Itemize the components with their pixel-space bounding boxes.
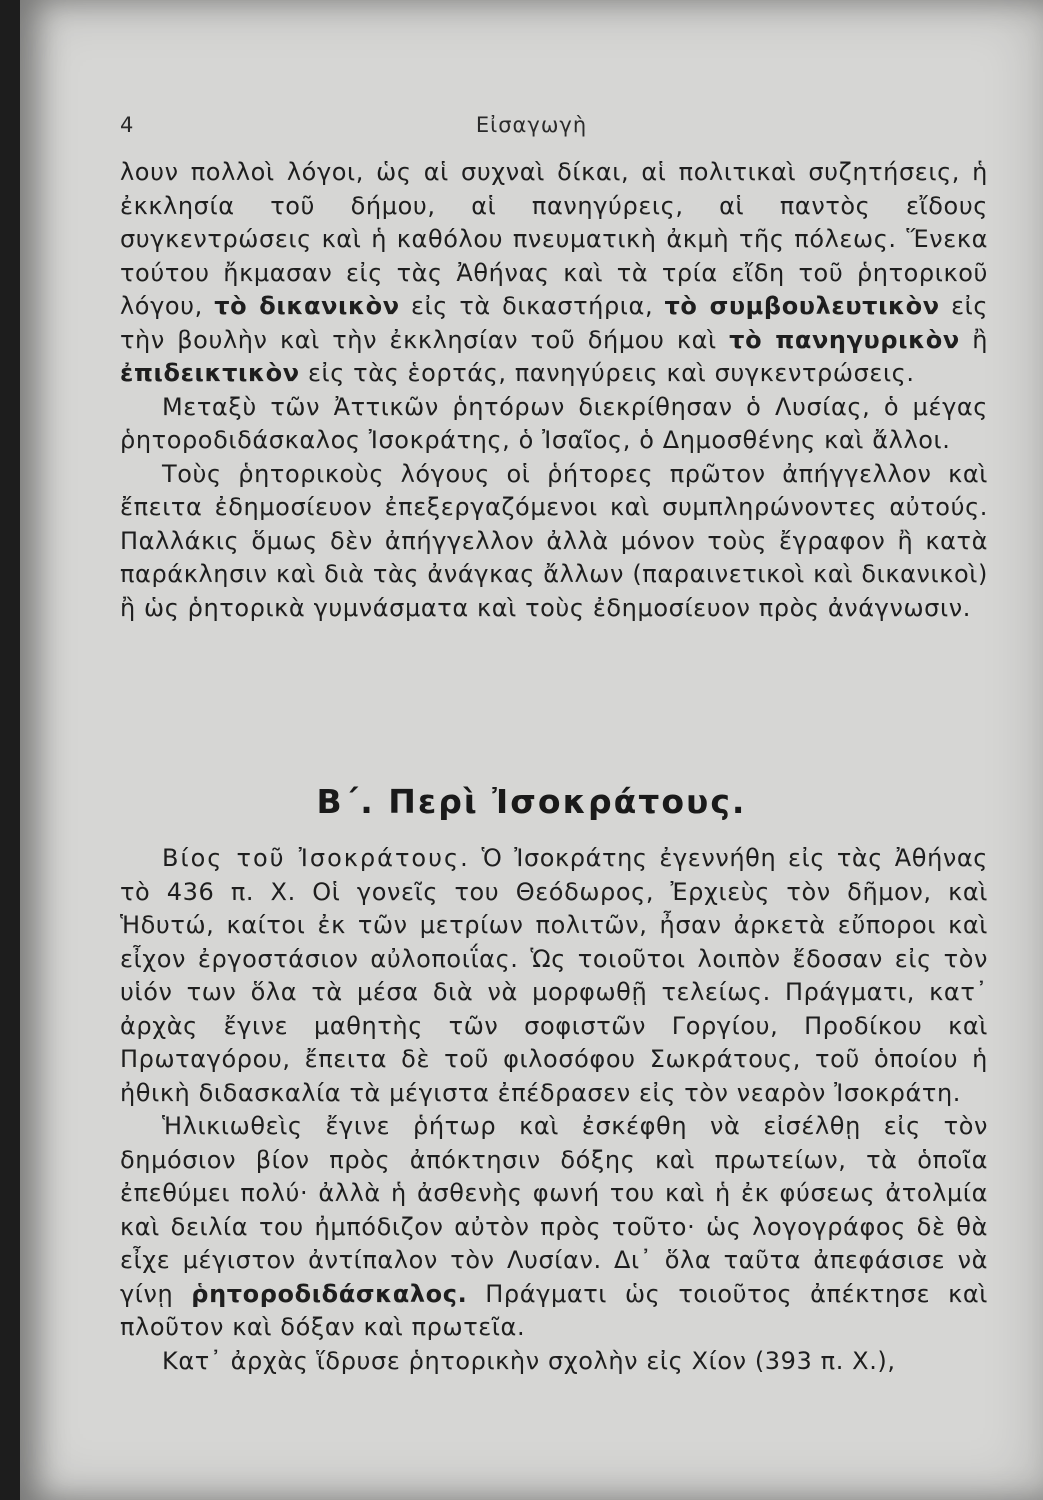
intro-paragraph-1: λουν πολλοὶ λόγοι, ὡς αἱ συχναὶ δίκαι, αἱ πολιτικαὶ συζητήσεις, ἡ ἐκκλησία τοῦ δήμου, αἱ πανηγύρεις, αἱ παντὸς εἴδους συγκεντρώσεις καὶ ἡ καθόλου πνευματικὴ ἀκμὴ τῆς πόλεως. Ἕνεκα τούτου ἤκμασαν εἰς τὰς Ἀθήνας καὶ τὰ τρία εἴδη τοῦ ῥητορικοῦ λόγου, τὸ δικανικὸν εἰς τὰ δικαστήρια, τὸ συμβουλευτικὸν εἰς τὴν βουλὴν καὶ τὴν ἐκκλησίαν τοῦ δήμου καὶ τὸ πανηγυρικὸν ἢ ἐπιδεικτικὸν εἰς τὰς ἑορτάς, πανηγύρεις καὶ συγκεντρώσεις. [120,158,989,387]
bold-term: τὸ δικανικὸν [214,292,400,320]
intro-text [120,156,988,625]
section-text [120,842,988,1378]
paragraph-label: Βίος τοῦ Ἰσοκράτους. [162,844,470,872]
bold-term: ἐπιδεικτικὸν [120,359,300,387]
section-paragraph-1: Βίος τοῦ Ἰσοκράτους. Ὁ Ἰσοκράτης ἐγεννήθη εἰς τὰς Ἀθήνας τὸ 436 π. Χ. Οἱ γονεῖς του Θεόδωρος, Ἐρχιεὺς τὸν δῆμον, καὶ Ἡδυτώ, καίτοι ἐκ τῶν μετρίων πολιτῶν, ἦσαν ἀρκετὰ εὔποροι καὶ εἶχον ἐργοστάσιον αὐλοποιΐας. Ὡς τοιοῦτοι λοιπὸν ἔδοσαν εἰς τὸν υἱόν των ὅλα τὰ μέσα διὰ νὰ μορφωθῇ τελείως. Πράγματι, κατ᾽ ἀρχὰς ἔγινε μαθητὴς τῶν σοφιστῶν Γοργίου, Προδίκου καὶ Πρωταγόρου, ἔπειτα δὲ τοῦ φιλοσόφου Σωκράτους, τοῦ ὁποίου ἡ ἠθικὴ διδασκαλία τὰ μέγιστα ἐπέδρασεν εἰς τὸν νεαρὸν Ἰσοκράτη. [120,844,988,1107]
bold-term: τὸ πανηγυρικὸν [729,325,960,354]
intro-paragraph-2: Μεταξὺ τῶν Ἀττικῶν ῥητόρων διεκρίθησαν ὁ Λυσίας, ὁ μέγας ῥητοροδιδάσκαλος Ἰσοκράτης, ὁ Ἰσαῖος, ὁ Δημοσθένης καὶ ἄλλοι. [120,392,988,454]
page-header [20,113,1043,143]
section-paragraph-2: Ἡλικιωθεὶς ἔγινε ῥήτωρ καὶ ἐσκέφθη νὰ εἰσέλθῃ εἰς τὸν δημόσιον βίον πρὸς ἀπόκτησιν δόξης καὶ πρωτείων, τὰ ὁποῖα ἐπεθύμει πολύ· ἀλλὰ ἡ ἀσθενὴς φωνή του καὶ ἡ ἐκ φύσεως ἀτολμία καὶ δειλία του ἠμπόδιζον αὐτὸν πρὸς τοῦτο· ὡς λογογράφος δὲ θὰ εἶχε μέγιστον ἀντίπαλον τὸν Λυσίαν. Δι᾽ ὅλα ταῦτα ἀπεφάσισε νὰ γίνῃ ῥητοροδιδάσκαλος. Πράγματι ὡς τοιοῦτος ἀπέκτησε καὶ πλοῦτον καὶ δόξαν καὶ πρωτεῖα. [120,1112,988,1341]
intro-paragraph-3: Τοὺς ῥητορικοὺς λόγους οἱ ῥήτορες πρῶτον ἀπήγγελλον καὶ ἔπειτα ἐδημοσίευον ἐπεξεργαζόμενοι καὶ συμπληρώνοντες αὐτούς. Παλλάκις ὅμως δὲν ἀπήγγελλον ἀλλὰ μόνον τοὺς ἔγραφον ἢ κατὰ παράκλησιν καὶ διὰ τὰς ἀνάγκας ἄλλων (παραινετικοὶ καὶ δικανικοὶ) ἢ ὡς ῥητορικὰ γυμνάσματα καὶ τοὺς ἐδημοσίευον πρὸς ἀνάγνωσιν. [120,459,988,622]
section-heading: Β΄. Περὶ Ἰσοκράτους. [316,782,747,821]
book-page [20,0,1043,1500]
page-number: 4 [120,113,134,137]
bold-term: ῥητοροδιδάσκαλος. [191,1279,468,1308]
running-head: Εἰσαγωγὴ [475,113,588,137]
section-paragraph-3: Κατ᾽ ἀρχὰς ἵδρυσε ῥητορικὴν σχολὴν εἰς Χίον (393 π. Χ.), [162,1346,896,1375]
bold-term: τὸ συμβουλευτικὸν [664,292,940,320]
